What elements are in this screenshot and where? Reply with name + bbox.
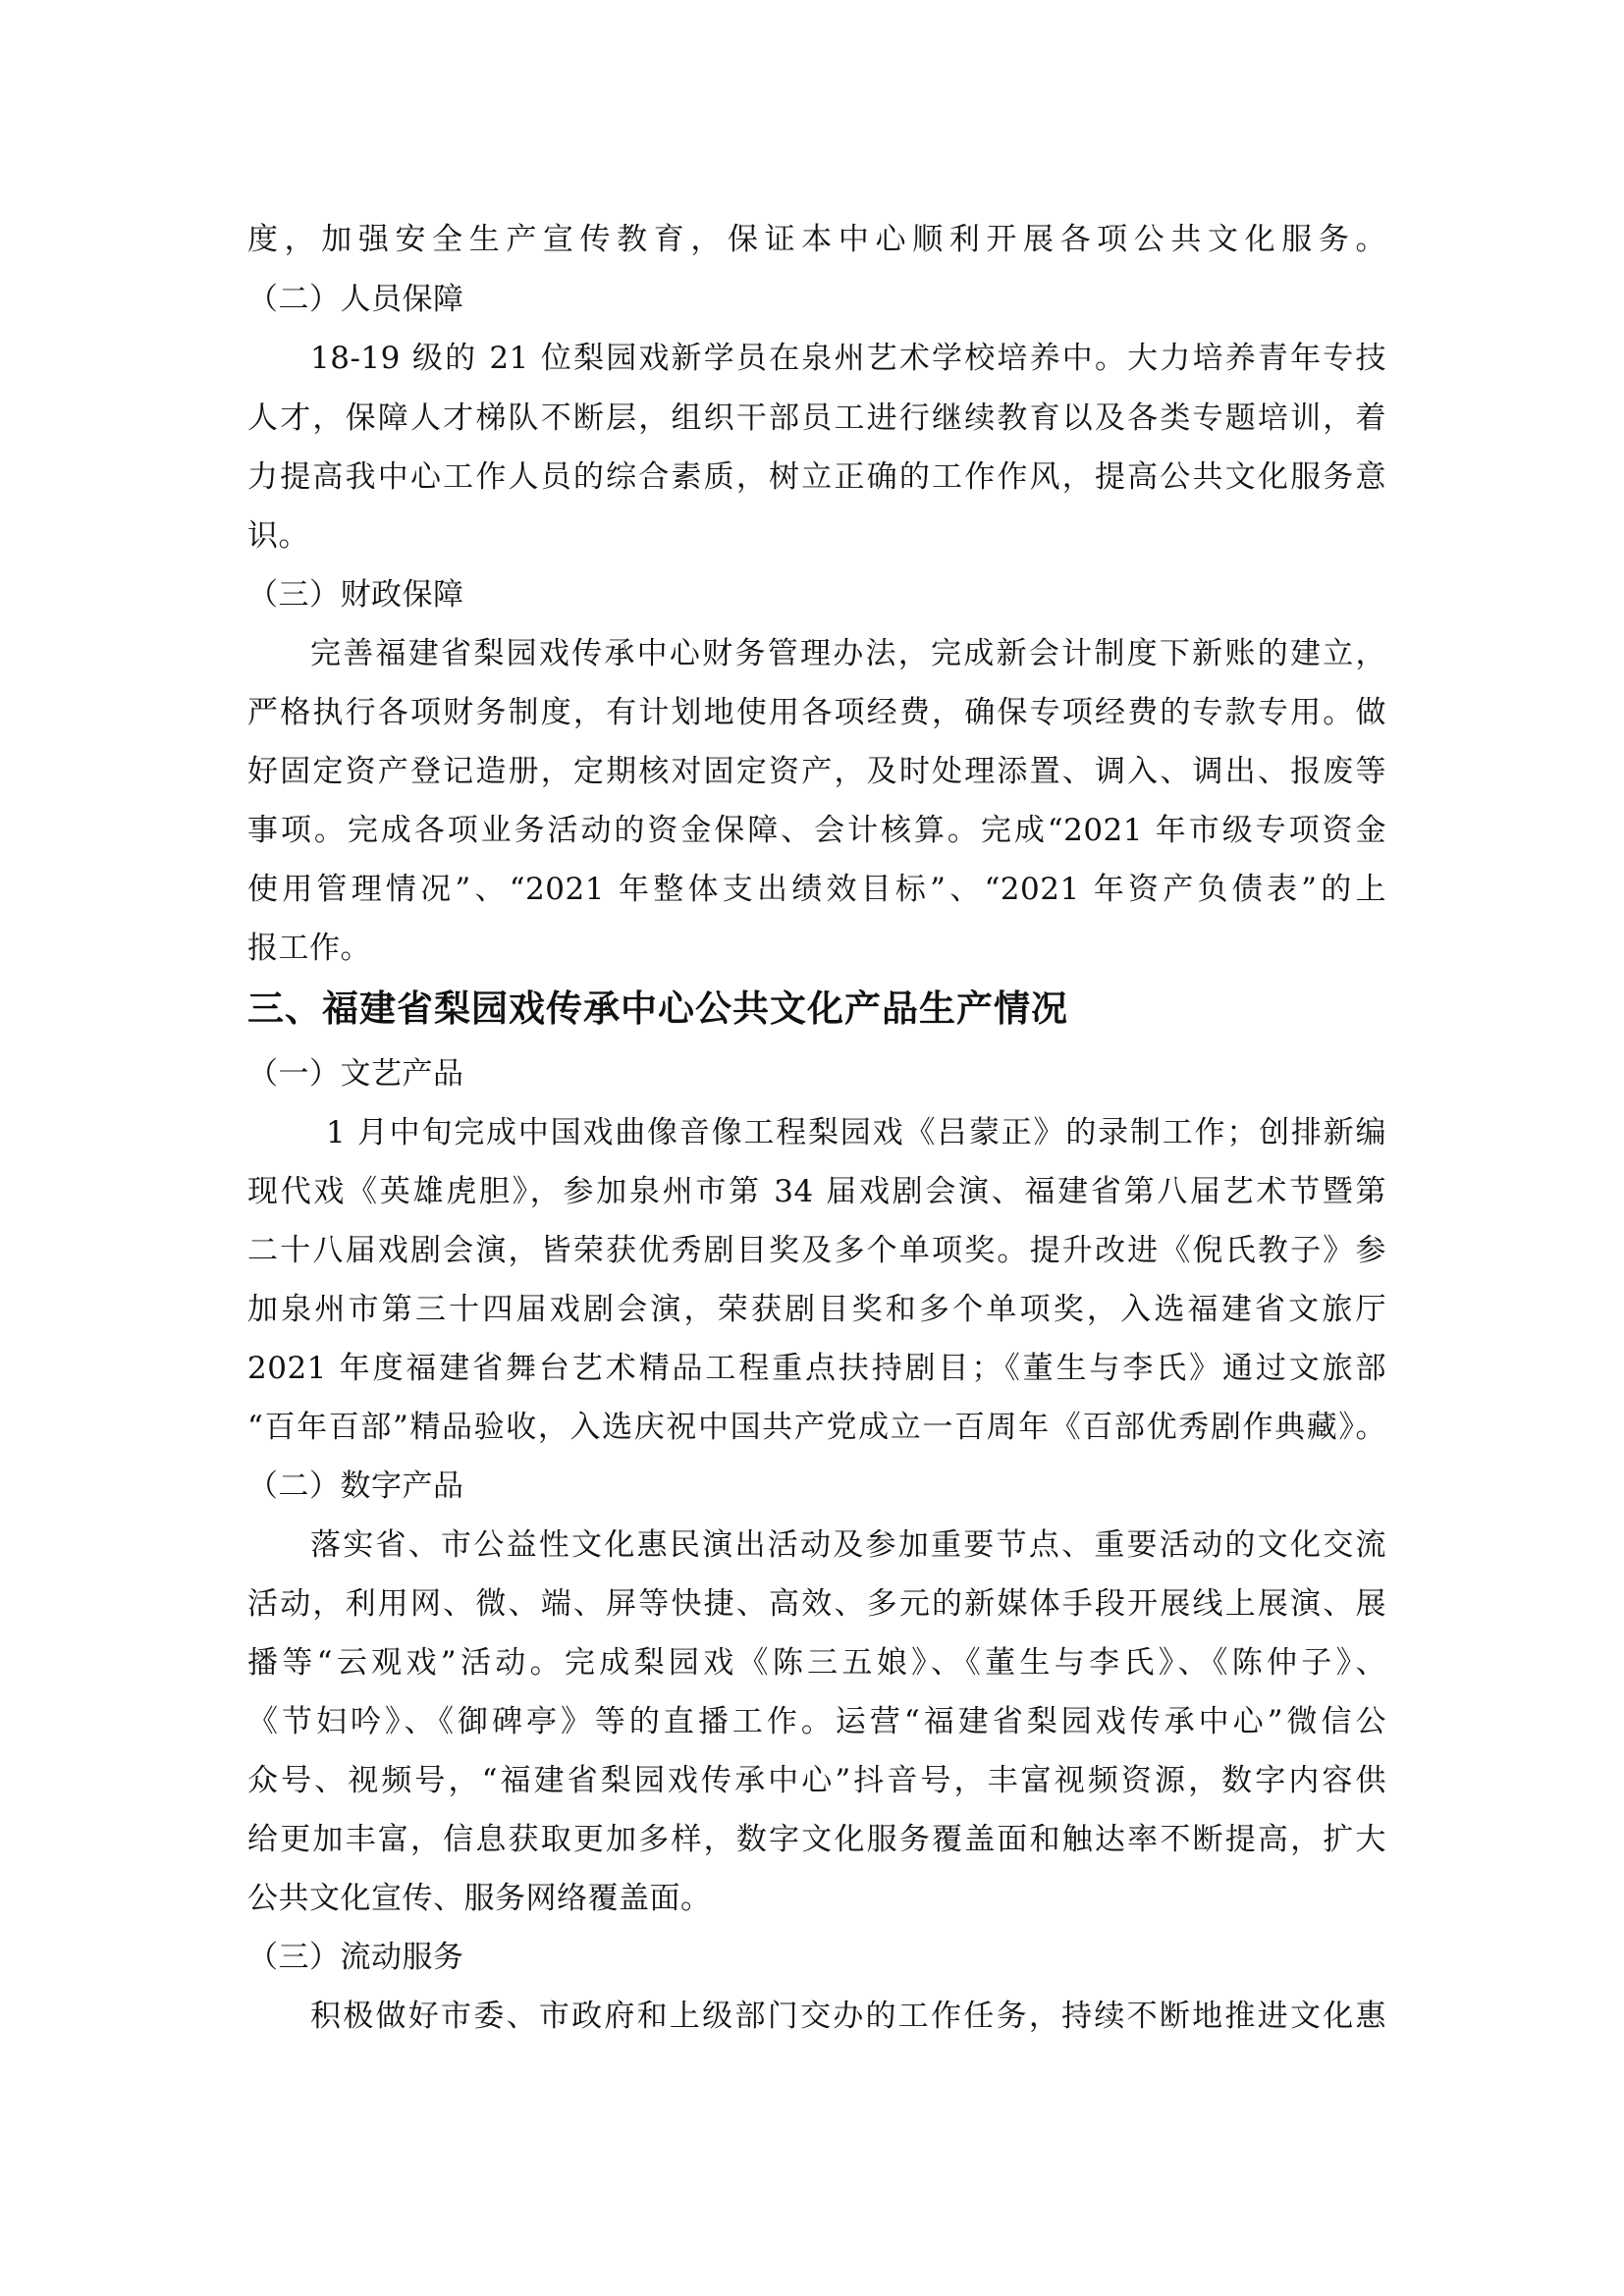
paragraph-line: 二十八届戏剧会演，皆荣获优秀剧目奖及多个单项奖。提升改进《倪氏教子》参 — [247, 1233, 1386, 1268]
paragraph-line: 公共文化宣传、服务网络覆盖面。 — [247, 1881, 712, 1916]
paragraph-line: 识。 — [247, 518, 309, 554]
paragraph-line: 众号、视频号，“福建省梨园戏传承中心”抖音号，丰富视频资源，数字内容供 — [247, 1763, 1386, 1798]
paragraph-line: 活动，利用网、微、端、屏等快捷、高效、多元的新媒体手段开展线上展演、展 — [247, 1586, 1386, 1622]
paragraph-line: 18-19 级的 21 位梨园戏新学员在泉州艺术学校培养中。大力培养青年专技 — [310, 341, 1386, 376]
paragraph-line: 播等“云观戏”活动。完成梨园戏《陈三五娘》、《董生与李氏》、《陈仲子》、 — [247, 1645, 1386, 1681]
paragraph-line: 现代戏《英雄虎胆》，参加泉州市第 34 届戏剧会演、福建省第八届艺术节暨第 — [247, 1174, 1386, 1209]
paragraph-line: 2021 年度福建省舞台艺术精品工程重点扶持剧目；《董生与李氏》通过文旅部 — [247, 1351, 1386, 1386]
subsection-heading-finance: （三）财政保障 — [247, 577, 464, 613]
paragraph-line: “百年百部”精品验收，入选庆祝中国共产党成立一百周年《百部优秀剧作典藏》。 — [247, 1410, 1386, 1445]
paragraph-line: 给更加丰富，信息获取更加多样，数字文化服务覆盖面和触达率不断提高，扩大 — [247, 1822, 1386, 1857]
subsection-heading-arts: （一）文艺产品 — [247, 1056, 464, 1092]
paragraph-line: 力提高我中心工作人员的综合素质，树立正确的工作作风，提高公共文化服务意 — [247, 459, 1386, 495]
paragraph-line: 好固定资产登记造册，定期核对固定资产，及时处理添置、调入、调出、报废等 — [247, 754, 1386, 789]
paragraph-line: 严格执行各项财务制度，有计划地使用各项经费，确保专项经费的专款专用。做 — [247, 695, 1386, 730]
paragraph-line: 落实省、市公益性文化惠民演出活动及参加重要节点、重要活动的文化交流 — [310, 1527, 1386, 1563]
subsection-heading-mobile-service: （三）流动服务 — [247, 1940, 464, 1975]
paragraph-line: 1 月中旬完成中国戏曲像音像工程梨园戏《吕蒙正》的录制工作；创排新编 — [326, 1115, 1386, 1150]
paragraph-line: 《节妇吟》、《御碑亭》等的直播工作。运营“福建省梨园戏传承中心”微信公 — [247, 1704, 1386, 1739]
paragraph-line: 人才，保障人才梯队不断层，组织干部员工进行继续教育以及各类专题培训，着 — [247, 400, 1386, 436]
subsection-heading-digital: （二）数字产品 — [247, 1468, 464, 1504]
paragraph-line: 完善福建省梨园戏传承中心财务管理办法，完成新会计制度下新账的建立， — [310, 636, 1386, 671]
section-heading: 三、福建省梨园戏传承中心公共文化产品生产情况 — [247, 988, 1068, 1030]
paragraph-line: 积极做好市委、市政府和上级部门交办的工作任务，持续不断地推进文化惠 — [310, 1999, 1386, 2034]
paragraph-line: 加泉州市第三十四届戏剧会演，荣获剧目奖和多个单项奖，入选福建省文旅厅 — [247, 1292, 1386, 1327]
paragraph-line: 度，加强安全生产宣传教育，保证本中心顺利开展各项公共文化服务。 — [247, 222, 1386, 257]
paragraph-line: 事项。完成各项业务活动的资金保障、会计核算。完成“2021 年市级专项资金 — [247, 813, 1386, 848]
paragraph-line: 使用管理情况”、“2021 年整体支出绩效目标”、“2021 年资产负债表”的上 — [247, 872, 1386, 907]
subsection-heading-personnel: （二）人员保障 — [247, 282, 464, 317]
paragraph-line: 报工作。 — [247, 931, 371, 966]
